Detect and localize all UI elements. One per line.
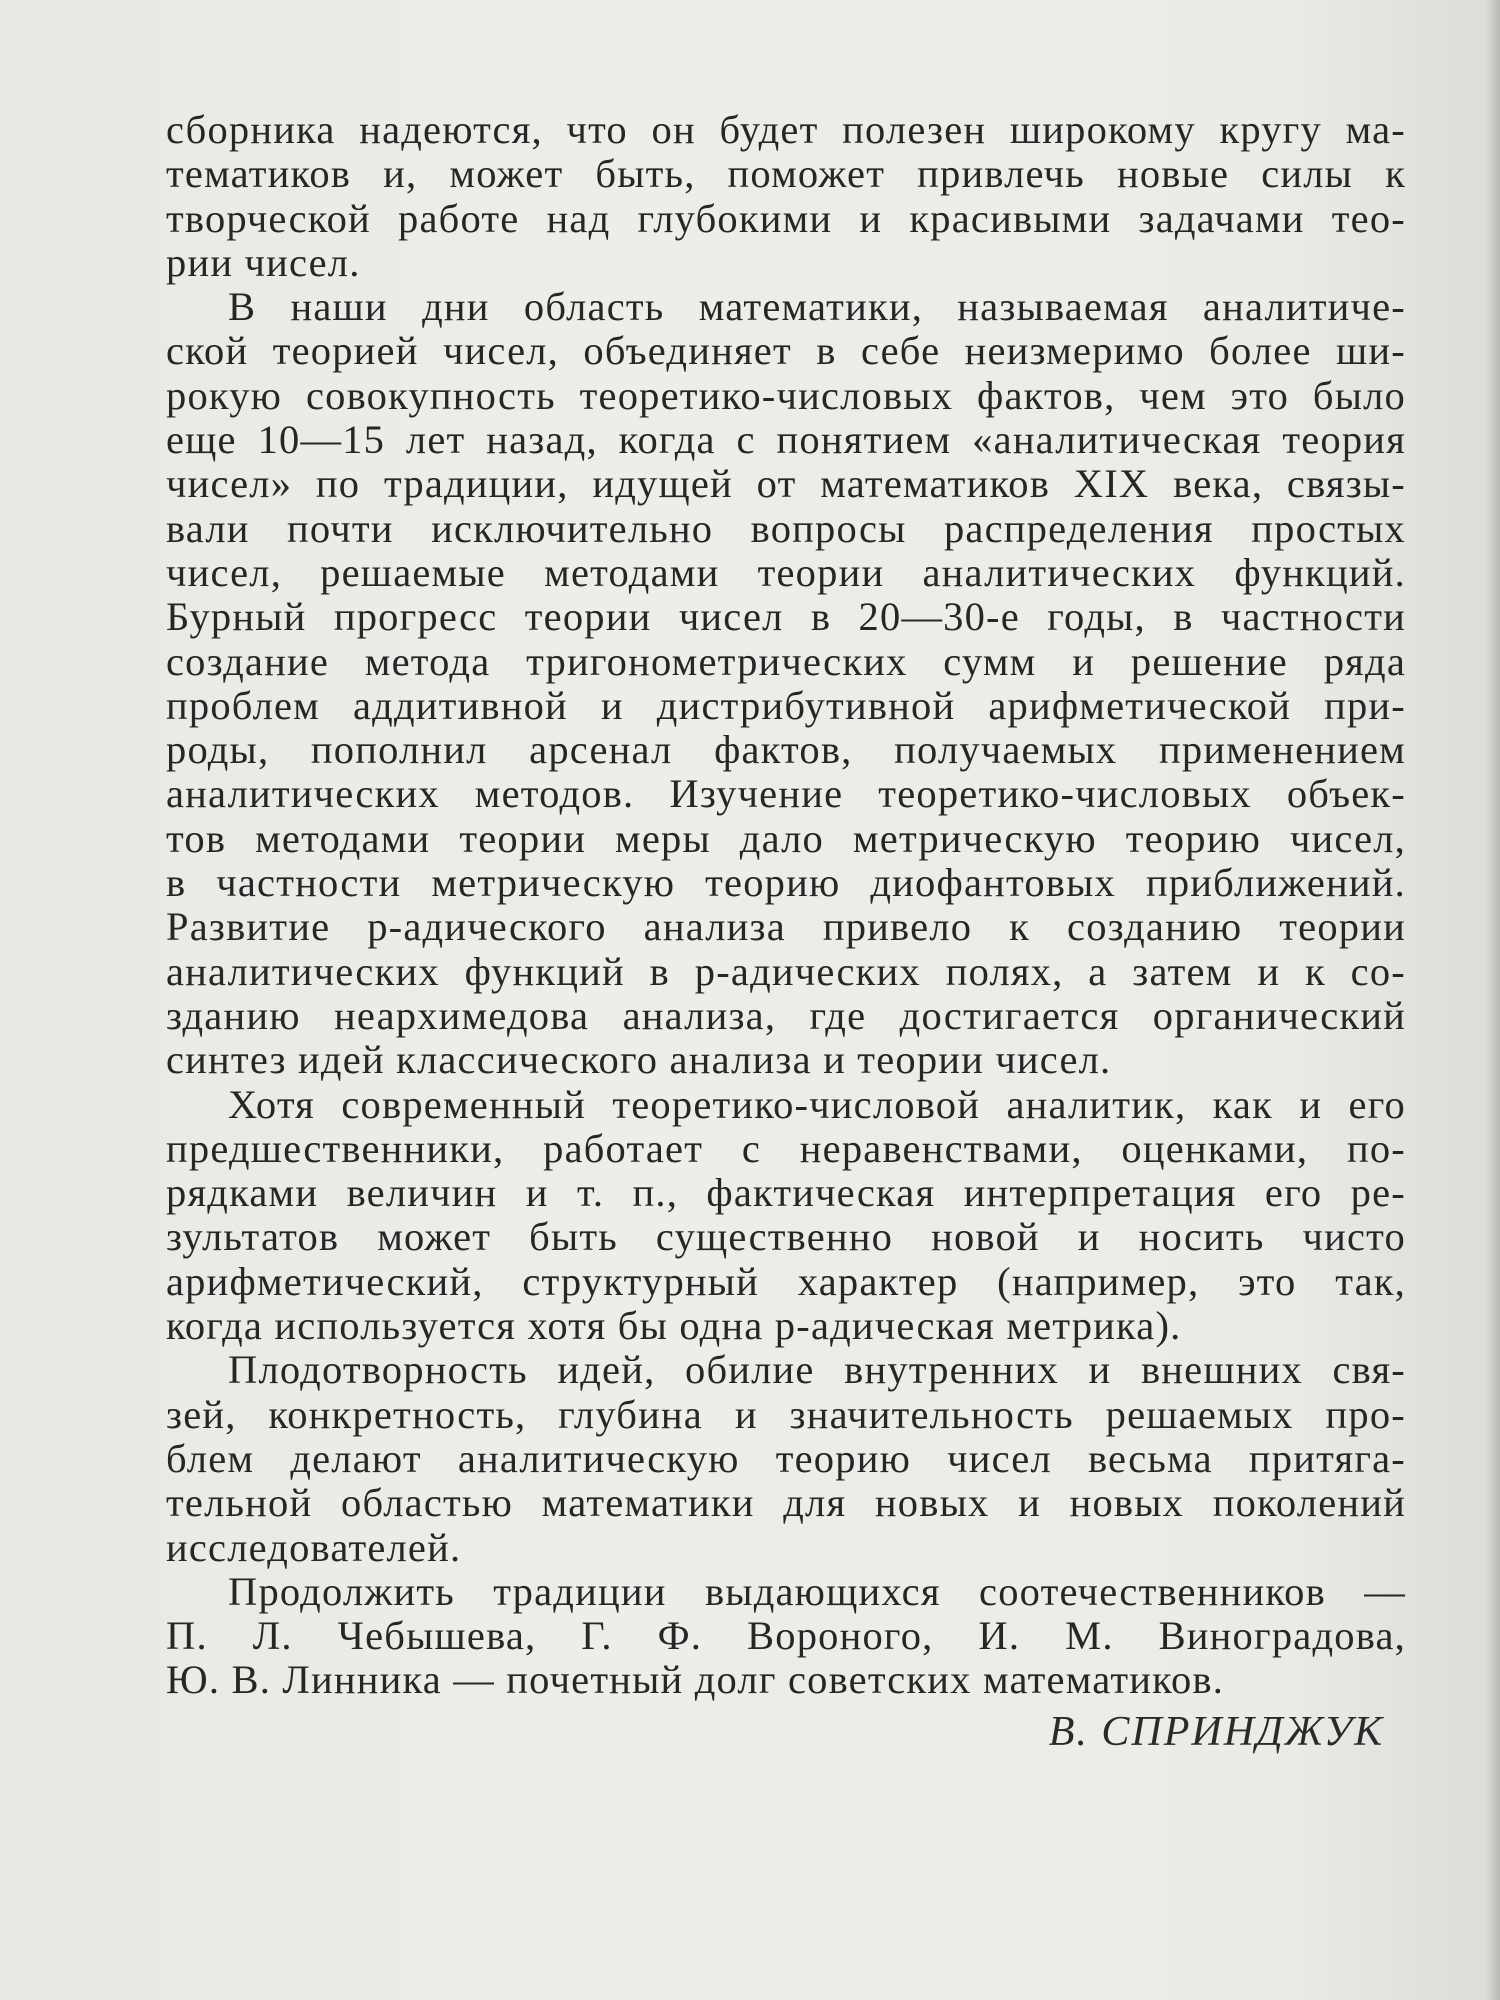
text-line: зданию неархимедова анализа, где достигается органический [166,992,1406,1038]
text-line: роды, пополнил арсенал фактов, получаемых применением [166,727,1406,773]
text-line: когда используется хотя бы одна p-адическая метрика). [166,1303,1182,1349]
text-line: В наши дни область математики, называемая аналитиче- [228,284,1406,330]
text-line: создание метода тригонометрических сумм и решение ряда [166,638,1406,684]
paragraph [166,108,1406,285]
paragraph [166,1348,1406,1569]
text-line: зультатов может быть существенно новой и носить чисто [166,1214,1406,1260]
body-text [166,108,1406,1703]
text-line: Развитие p-адического анализа привело к созданию теории [166,904,1406,950]
paragraph [166,1570,1406,1703]
text-line: проблем аддитивной и дистрибутивной арифметической при- [166,682,1406,728]
text-line: вали почти исключительно вопросы распределения простых [166,505,1406,551]
text-line: зей, конкретность, глубина и значительность решаемых про- [166,1391,1406,1437]
text-line: арифметический, структурный характер (например, это так, [166,1258,1406,1304]
text-line: предшественники, работает с неравенствами, оценками, по- [166,1125,1406,1171]
page-edge-shadow [1486,0,1500,2000]
text-line: в частности метрическую теорию диофантовых приближений. [166,860,1406,906]
text-line: Плодотворность идей, обилие внутренних и внешних свя- [228,1347,1406,1393]
text-line: рии чисел. [166,239,361,285]
author-signature: В. СПРИНДЖУК [1048,1709,1384,1755]
text-line: рокую совокупность теоретико-числовых фактов, чем это было [166,372,1406,418]
text-line: аналитических методов. Изучение теоретико-числовых объек- [166,771,1406,817]
text-line: творческой работе над глубокими и красивыми задачами тео- [166,195,1406,241]
text-line: Ю. В. Линника — почетный долг советских математиков. [166,1657,1225,1703]
text-line: Хотя современный теоретико-числовой аналитик, как и его [228,1081,1406,1127]
text-line: синтез идей классического анализа и теории чисел. [166,1037,1112,1083]
text-line: чисел» по традиции, идущей от математиков XIX века, связы- [166,461,1406,507]
text-line: сборника надеются, что он будет полезен широкому кругу ма- [166,107,1406,152]
text-line: П. Л. Чебышева, Г. Ф. Вороного, И. М. Виноградова, [166,1613,1406,1659]
text-line: блем делают аналитическую теорию чисел весьма притяга- [166,1435,1406,1481]
text-line: аналитических функций в p-адических полях, а затем и к со- [166,948,1406,994]
text-line: еще 10—15 лет назад, когда с понятием «аналитическая теория [166,417,1406,463]
text-line: тельной областью математики для новых и новых поколений [166,1480,1406,1526]
text-line: чисел, решаемые методами теории аналитических функций. [166,549,1406,595]
text-line: тов методами теории меры дало метрическую теорию чисел, [166,815,1406,861]
text-line: Бурный прогресс теории чисел в 20—30-е годы, в частности [166,594,1406,640]
text-line: рядками величин и т. п., фактическая интерпретация его ре- [166,1170,1406,1216]
text-line: исследователей. [166,1524,462,1570]
text-line: Продолжить традиции выдающихся соотечественников — [228,1568,1406,1614]
paragraph [166,285,1406,1082]
text-line: ской теорией чисел, объединяет в себе неизмеримо более ши- [166,328,1406,374]
paragraph [166,1083,1406,1349]
text-line: тематиков и, может быть, поможет привлечь новые силы к [166,151,1406,197]
